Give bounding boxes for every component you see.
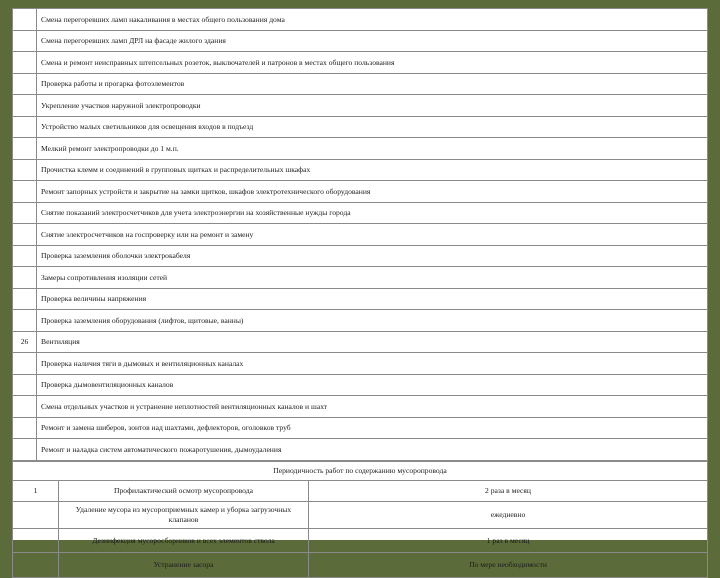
work-description: Снятие электросчетчиков на госпроверку или на ремонт и замену <box>37 224 708 246</box>
row-number <box>13 396 37 418</box>
table-row <box>13 73 708 95</box>
garbage-chute-table <box>12 461 708 578</box>
work-description: Проверка дымовентиляционных каналов <box>37 374 708 396</box>
table-row <box>13 501 708 528</box>
section-title: Периодичность работ по содержанию мусоропровода <box>13 461 708 480</box>
row-number <box>13 288 37 310</box>
work-description: Профилактический осмотр мусоропровода <box>59 480 309 501</box>
row-number <box>13 267 37 289</box>
table-row <box>13 310 708 332</box>
work-description: Проверка заземления оборудования (лифтов, щитовые, ванны) <box>37 310 708 332</box>
work-description: Устройство малых светильников для освещения входов в подъезд <box>37 116 708 138</box>
work-description: Удаление мусора из мусороприемных камер и уборка загрузочных клапанов <box>59 501 309 528</box>
table-row <box>13 181 708 203</box>
work-description: Проверка работы и прогарка фотоэлементов <box>37 73 708 95</box>
table-row <box>13 396 708 418</box>
work-description: Устранение засора <box>59 552 309 577</box>
table-row <box>13 353 708 375</box>
table-row <box>13 9 708 31</box>
work-description: Проверка заземления оболочки электрокабеля <box>37 245 708 267</box>
table-row <box>13 331 708 353</box>
row-number <box>13 73 37 95</box>
work-description: Смена перегоревших ламп ДРЛ на фасаде жилого здания <box>37 30 708 52</box>
row-number <box>13 181 37 203</box>
row-number <box>13 552 59 577</box>
table-row <box>13 552 708 577</box>
table-row <box>13 288 708 310</box>
work-description: Мелкий ремонт электропроводки до 1 м.п. <box>37 138 708 160</box>
table-row <box>13 116 708 138</box>
work-description: Снятие показаний электросчетчиков для учета электроэнергии на хозяйственные нужды города <box>37 202 708 224</box>
table-row <box>13 480 708 501</box>
work-description: Проверка величины напряжения <box>37 288 708 310</box>
work-description: Ремонт запорных устройств и закрытие на замки щитков, шкафов электротехнического оборудования <box>37 181 708 203</box>
row-number <box>13 528 59 552</box>
work-description: Ремонт и замена шиберов, зонтов над шахтами, дефлекторов, оголовков труб <box>37 417 708 439</box>
work-description: Смена перегоревших ламп накаливания в местах общего пользования дома <box>37 9 708 31</box>
row-number: 26 <box>13 331 37 353</box>
row-number <box>13 30 37 52</box>
work-description: Замеры сопротивления изоляции сетей <box>37 267 708 289</box>
table-row <box>13 52 708 74</box>
work-period: 1 раз в месяц <box>309 528 708 552</box>
row-number <box>13 138 37 160</box>
row-number <box>13 310 37 332</box>
work-description: Смена и ремонт неисправных штепсельных розеток, выключателей и патронов в местах общего пользования <box>37 52 708 74</box>
row-number <box>13 159 37 181</box>
table-row <box>13 224 708 246</box>
row-number <box>13 417 37 439</box>
table-row <box>13 202 708 224</box>
table-row <box>13 439 708 461</box>
work-description: Проверка наличия тяги в дымовых и вентиляционных каналах <box>37 353 708 375</box>
row-number <box>13 116 37 138</box>
row-number <box>13 9 37 31</box>
table-row <box>13 138 708 160</box>
row-number <box>13 501 59 528</box>
document-page <box>12 8 708 569</box>
table-row <box>13 417 708 439</box>
work-period: По мере необходимости <box>309 552 708 577</box>
section-header-row <box>13 461 708 480</box>
work-description: Прочистка клемм и соединений в групповых щитках и распределительных шкафах <box>37 159 708 181</box>
row-number <box>13 245 37 267</box>
row-number <box>13 224 37 246</box>
table-row <box>13 374 708 396</box>
row-number <box>13 353 37 375</box>
work-description: Дезинфекция мусоросборников и всех элементов ствола <box>59 528 309 552</box>
table-row <box>13 95 708 117</box>
row-number <box>13 202 37 224</box>
work-description: Смена отдельных участков и устранение неплотностей вентиляционных каналов и шахт <box>37 396 708 418</box>
work-description: Укрепление участков наружной электропроводки <box>37 95 708 117</box>
table-row <box>13 528 708 552</box>
work-description: Вентиляция <box>37 331 708 353</box>
row-number <box>13 95 37 117</box>
table-row <box>13 30 708 52</box>
work-period: 2 раза в месяц <box>309 480 708 501</box>
table-row <box>13 159 708 181</box>
row-number: 1 <box>13 480 59 501</box>
maintenance-works-table <box>12 8 708 461</box>
work-description: Ремонт и наладка систем автоматического пожаротушения, дымоудаления <box>37 439 708 461</box>
row-number <box>13 439 37 461</box>
work-period: ежедневно <box>309 501 708 528</box>
row-number <box>13 52 37 74</box>
row-number <box>13 374 37 396</box>
table-row <box>13 267 708 289</box>
table-row <box>13 245 708 267</box>
